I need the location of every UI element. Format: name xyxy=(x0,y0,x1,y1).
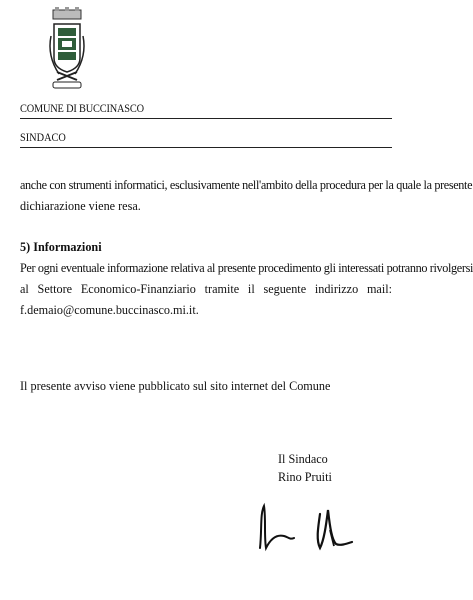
header-rule xyxy=(20,147,392,148)
header-rule xyxy=(20,118,392,119)
paragraph-line: anche con strumenti informatici, esclusivamente nell'ambito della procedura per la quale la presente xyxy=(20,178,473,192)
office-name: SINDACO xyxy=(20,130,66,144)
handwritten-signature-icon xyxy=(254,500,364,552)
paragraph-line: Per ogni eventuale informazione relativa al presente procedimento gli interessati potranno rivolgersi xyxy=(20,261,473,275)
section-heading: 5) Informazioni xyxy=(20,240,102,254)
publication-notice xyxy=(20,376,392,397)
paragraph-line: al Settore Economico-Finanziario tramite il seguente indirizzo mail: xyxy=(20,282,392,296)
signatory-name: Rino Pruiti xyxy=(278,470,332,484)
paragraph-continuation xyxy=(20,175,473,217)
paragraph-line: dichiarazione viene resa. xyxy=(20,199,141,213)
crest-icon xyxy=(45,6,89,92)
paragraph-information xyxy=(20,258,473,321)
signature-block xyxy=(278,450,332,486)
organization-name: COMUNE DI BUCCINASCO xyxy=(20,101,144,115)
paragraph-line: Il presente avviso viene pubblicato sul sito internet del Comune xyxy=(20,379,331,393)
email-address: f.demaio@comune.buccinasco.mi.it. xyxy=(20,303,199,317)
signatory-title: Il Sindaco xyxy=(278,452,328,466)
